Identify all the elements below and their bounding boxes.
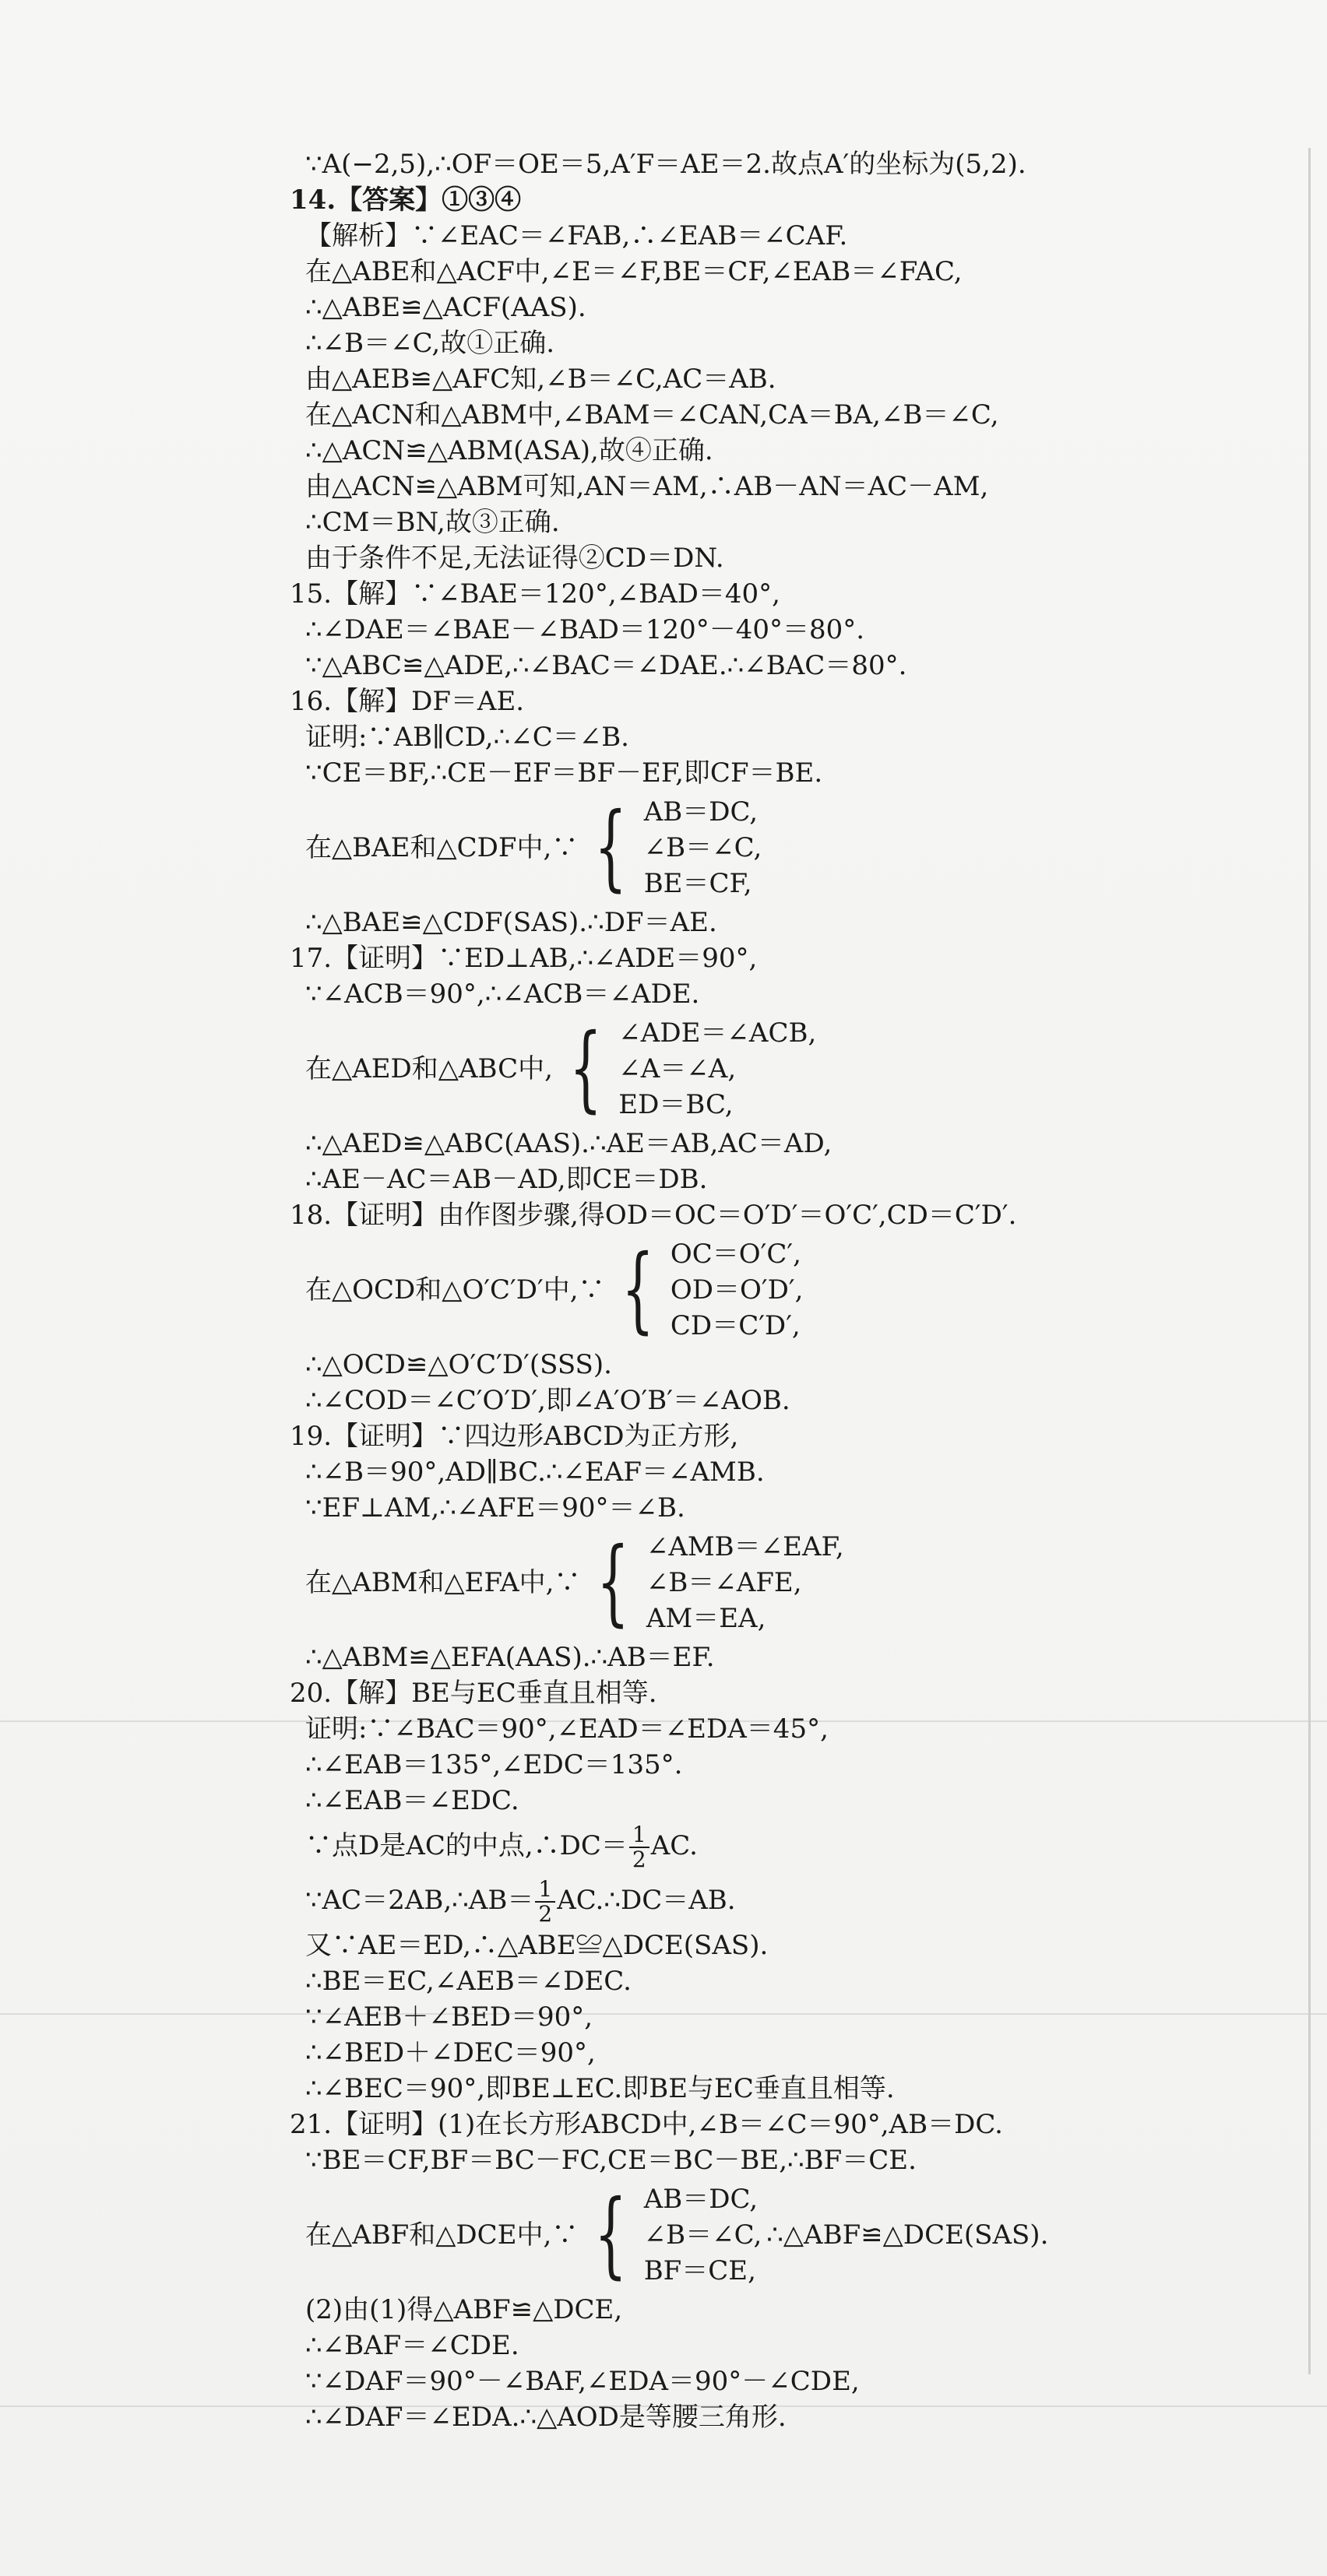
text-line: 在△ACN和△ABM中,∠BAM＝∠CAN,CA＝BA,∠B＝∠C, bbox=[305, 399, 999, 431]
equation-system bbox=[290, 794, 1294, 901]
text-line: ∴∠EAB＝135°,∠EDC＝135°. bbox=[305, 1749, 683, 1780]
system-row: BF＝CE, bbox=[643, 2255, 756, 2286]
system-row: ∠B＝∠C, bbox=[643, 2219, 762, 2251]
equation-system bbox=[290, 1529, 1294, 1636]
text-line: ∴△AED≌△ABC(AAS).∴AE＝AB,AC＝AD, bbox=[305, 1128, 832, 1159]
system-row: ED＝BC, bbox=[618, 1089, 734, 1120]
equation-system bbox=[290, 2181, 1294, 2289]
text-line: 由△ACN≌△ABM可知,AN＝AM,∴AB－AN＝AC－AM, bbox=[305, 471, 989, 502]
text-line: ∴AE－AC＝AB－AD,即CE＝DB. bbox=[305, 1164, 708, 1195]
q18-heading: 18.【证明】由作图步骤,得OD＝OC＝O′D′＝O′C′,CD＝C′D′. bbox=[290, 1200, 1017, 1231]
text-line: ∴∠EAB＝∠EDC. bbox=[305, 1785, 519, 1816]
system-row: AB＝DC, bbox=[643, 796, 759, 828]
text-part: AC.∴DC＝AB. bbox=[557, 1885, 736, 1916]
text-line: 又∵AE＝ED,∴△ABE≌△DCE(SAS). bbox=[305, 1930, 769, 1961]
system-conclusion: ∴△ABF≌△DCE(SAS). bbox=[766, 2219, 1049, 2251]
text-line: ∵△ABC≌△ADE,∴∠BAC＝∠DAE.∴∠BAC＝80°. bbox=[305, 650, 907, 681]
text-line: 【解析】∵∠EAC＝∠FAB,∴∠EAB＝∠CAF. bbox=[305, 220, 848, 251]
text-line: ∴∠B＝90°,AD∥BC.∴∠EAF＝∠AMB. bbox=[305, 1457, 765, 1488]
fraction-half bbox=[535, 1878, 555, 1926]
q16-heading: 16.【解】DF＝AE. bbox=[290, 686, 525, 717]
system-row: ∠ADE＝∠ACB, bbox=[618, 1017, 817, 1049]
fraction-numerator: 1 bbox=[535, 1878, 555, 1903]
text-line: 由于条件不足,无法证得②CD＝DN. bbox=[305, 543, 724, 574]
text-line: ∵BE＝CF,BF＝BC－FC,CE＝BC－BE,∴BF＝CE. bbox=[305, 2145, 917, 2176]
text-line: 由△AEB≌△AFC知,∠B＝∠C,AC＝AB. bbox=[305, 364, 776, 395]
left-brace: { bbox=[621, 1235, 654, 1344]
q15-heading: 15.【解】∵∠BAE＝120°,∠BAD＝40°, bbox=[290, 578, 780, 610]
fraction-denominator: 2 bbox=[538, 1901, 553, 1927]
text-line: ∴CM＝BN,故③正确. bbox=[305, 507, 560, 538]
system-prefix: 在△ABM和△EFA中,∵ bbox=[305, 1567, 581, 1598]
equation-system bbox=[290, 1236, 1294, 1344]
system-row: ∠B＝∠AFE, bbox=[646, 1567, 802, 1598]
text-line: ∴△ABM≌△EFA(AAS).∴AB＝EF. bbox=[305, 1642, 715, 1673]
text-line: ∴∠BED＋∠DEC＝90°, bbox=[305, 2037, 596, 2068]
left-brace: { bbox=[594, 793, 628, 901]
text-line: (2)由(1)得△ABF≌△DCE, bbox=[305, 2294, 623, 2325]
fraction-denominator: 2 bbox=[632, 1847, 646, 1872]
text-line: ∵CE＝BF,∴CE－EF＝BF－EF,即CF＝BE. bbox=[305, 757, 823, 789]
text-line: ∴△ABE≌△ACF(AAS). bbox=[305, 292, 586, 323]
text-line: ∴△OCD≌△O′C′D′(SSS). bbox=[305, 1349, 612, 1380]
left-brace: { bbox=[597, 1528, 630, 1636]
text-line: ∴∠BEC＝90°,即BE⊥EC.即BE与EC垂直且相等. bbox=[305, 2073, 895, 2104]
text-line: ∵A(−2,5),∴OF＝OE＝5,A′F＝AE＝2.故点A′的坐标为(5,2). bbox=[305, 149, 1026, 180]
left-brace: { bbox=[569, 1014, 603, 1123]
text-line: ∴∠BAF＝∠CDE. bbox=[305, 2330, 519, 2361]
system-row: AB＝DC, bbox=[643, 2184, 759, 2215]
system-row: BE＝CF, bbox=[643, 868, 752, 899]
text-line: ∵EF⊥AM,∴∠AFE＝90°＝∠B. bbox=[305, 1492, 685, 1523]
system-prefix: 在△ABF和△DCE中,∵ bbox=[305, 2219, 579, 2251]
text-line: ∴∠COD＝∠C′O′D′,即∠A′O′B′＝∠AOB. bbox=[305, 1385, 790, 1416]
fraction-half bbox=[629, 1823, 649, 1871]
q21-heading: 21.【证明】(1)在长方形ABCD中,∠B＝∠C＝90°,AB＝DC. bbox=[290, 2109, 1003, 2140]
q19-heading: 19.【证明】∵四边形ABCD为正方形, bbox=[290, 1421, 739, 1452]
text-part: AC. bbox=[650, 1830, 698, 1861]
system-row: ∠A＝∠A, bbox=[618, 1053, 737, 1084]
text-line: ∴∠B＝∠C,故①正确. bbox=[305, 328, 555, 359]
text-line: ∴∠DAF＝∠EDA.∴△AOD是等腰三角形. bbox=[305, 2402, 787, 2433]
text-line: ∴∠DAE＝∠BAE－∠BAD＝120°－40°＝80°. bbox=[305, 614, 865, 645]
text-line: ∵∠ACB＝90°,∴∠ACB＝∠ADE. bbox=[305, 979, 700, 1010]
text-line: 证明:∵∠BAC＝90°,∠EAD＝∠EDA＝45°, bbox=[305, 1713, 829, 1745]
system-row: OC＝O′C′, bbox=[670, 1239, 801, 1270]
fraction-line bbox=[290, 1873, 1294, 1928]
margin-line bbox=[1308, 148, 1311, 2374]
system-row: OD＝O′D′, bbox=[670, 1274, 804, 1306]
solutions-text bbox=[290, 146, 1294, 2435]
system-row: ∠B＝∠C, bbox=[643, 832, 762, 863]
text-part: ∵点D是AC的中点,∴DC＝ bbox=[305, 1830, 628, 1861]
equation-system bbox=[290, 1015, 1294, 1123]
fraction-line bbox=[290, 1819, 1294, 1873]
text-line: 在△ABE和△ACF中,∠E＝∠F,BE＝CF,∠EAB＝∠FAC, bbox=[305, 256, 963, 287]
system-prefix: 在△OCD和△O′C′D′中,∵ bbox=[305, 1274, 605, 1306]
text-part: ∵AC＝2AB,∴AB＝ bbox=[305, 1885, 534, 1916]
system-prefix: 在△AED和△ABC中, bbox=[305, 1053, 553, 1084]
system-row: AM＝EA, bbox=[646, 1603, 766, 1634]
text-line: ∵∠DAF＝90°－∠BAF,∠EDA＝90°－∠CDE, bbox=[305, 2366, 860, 2397]
q14-answer: 14.【答案】①③④ bbox=[290, 185, 522, 216]
system-row: ∠AMB＝∠EAF, bbox=[646, 1531, 844, 1562]
q17-heading: 17.【证明】∵ED⊥AB,∴∠ADE＝90°, bbox=[290, 943, 758, 974]
left-brace: { bbox=[594, 2181, 628, 2289]
text-line: ∴△BAE≌△CDF(SAS).∴DF＝AE. bbox=[305, 907, 717, 938]
system-prefix: 在△BAE和△CDF中,∵ bbox=[305, 832, 579, 863]
text-line: 证明:∵AB∥CD,∴∠C＝∠B. bbox=[305, 722, 629, 753]
text-line: ∵∠AEB＋∠BED＝90°, bbox=[305, 2001, 593, 2033]
text-line: ∴BE＝EC,∠AEB＝∠DEC. bbox=[305, 1966, 632, 1997]
q20-heading: 20.【解】BE与EC垂直且相等. bbox=[290, 1678, 657, 1709]
text-line: ∴△ACN≌△ABM(ASA),故④正确. bbox=[305, 435, 713, 466]
system-row: CD＝C′D′, bbox=[670, 1310, 801, 1341]
fraction-numerator: 1 bbox=[629, 1823, 649, 1848]
